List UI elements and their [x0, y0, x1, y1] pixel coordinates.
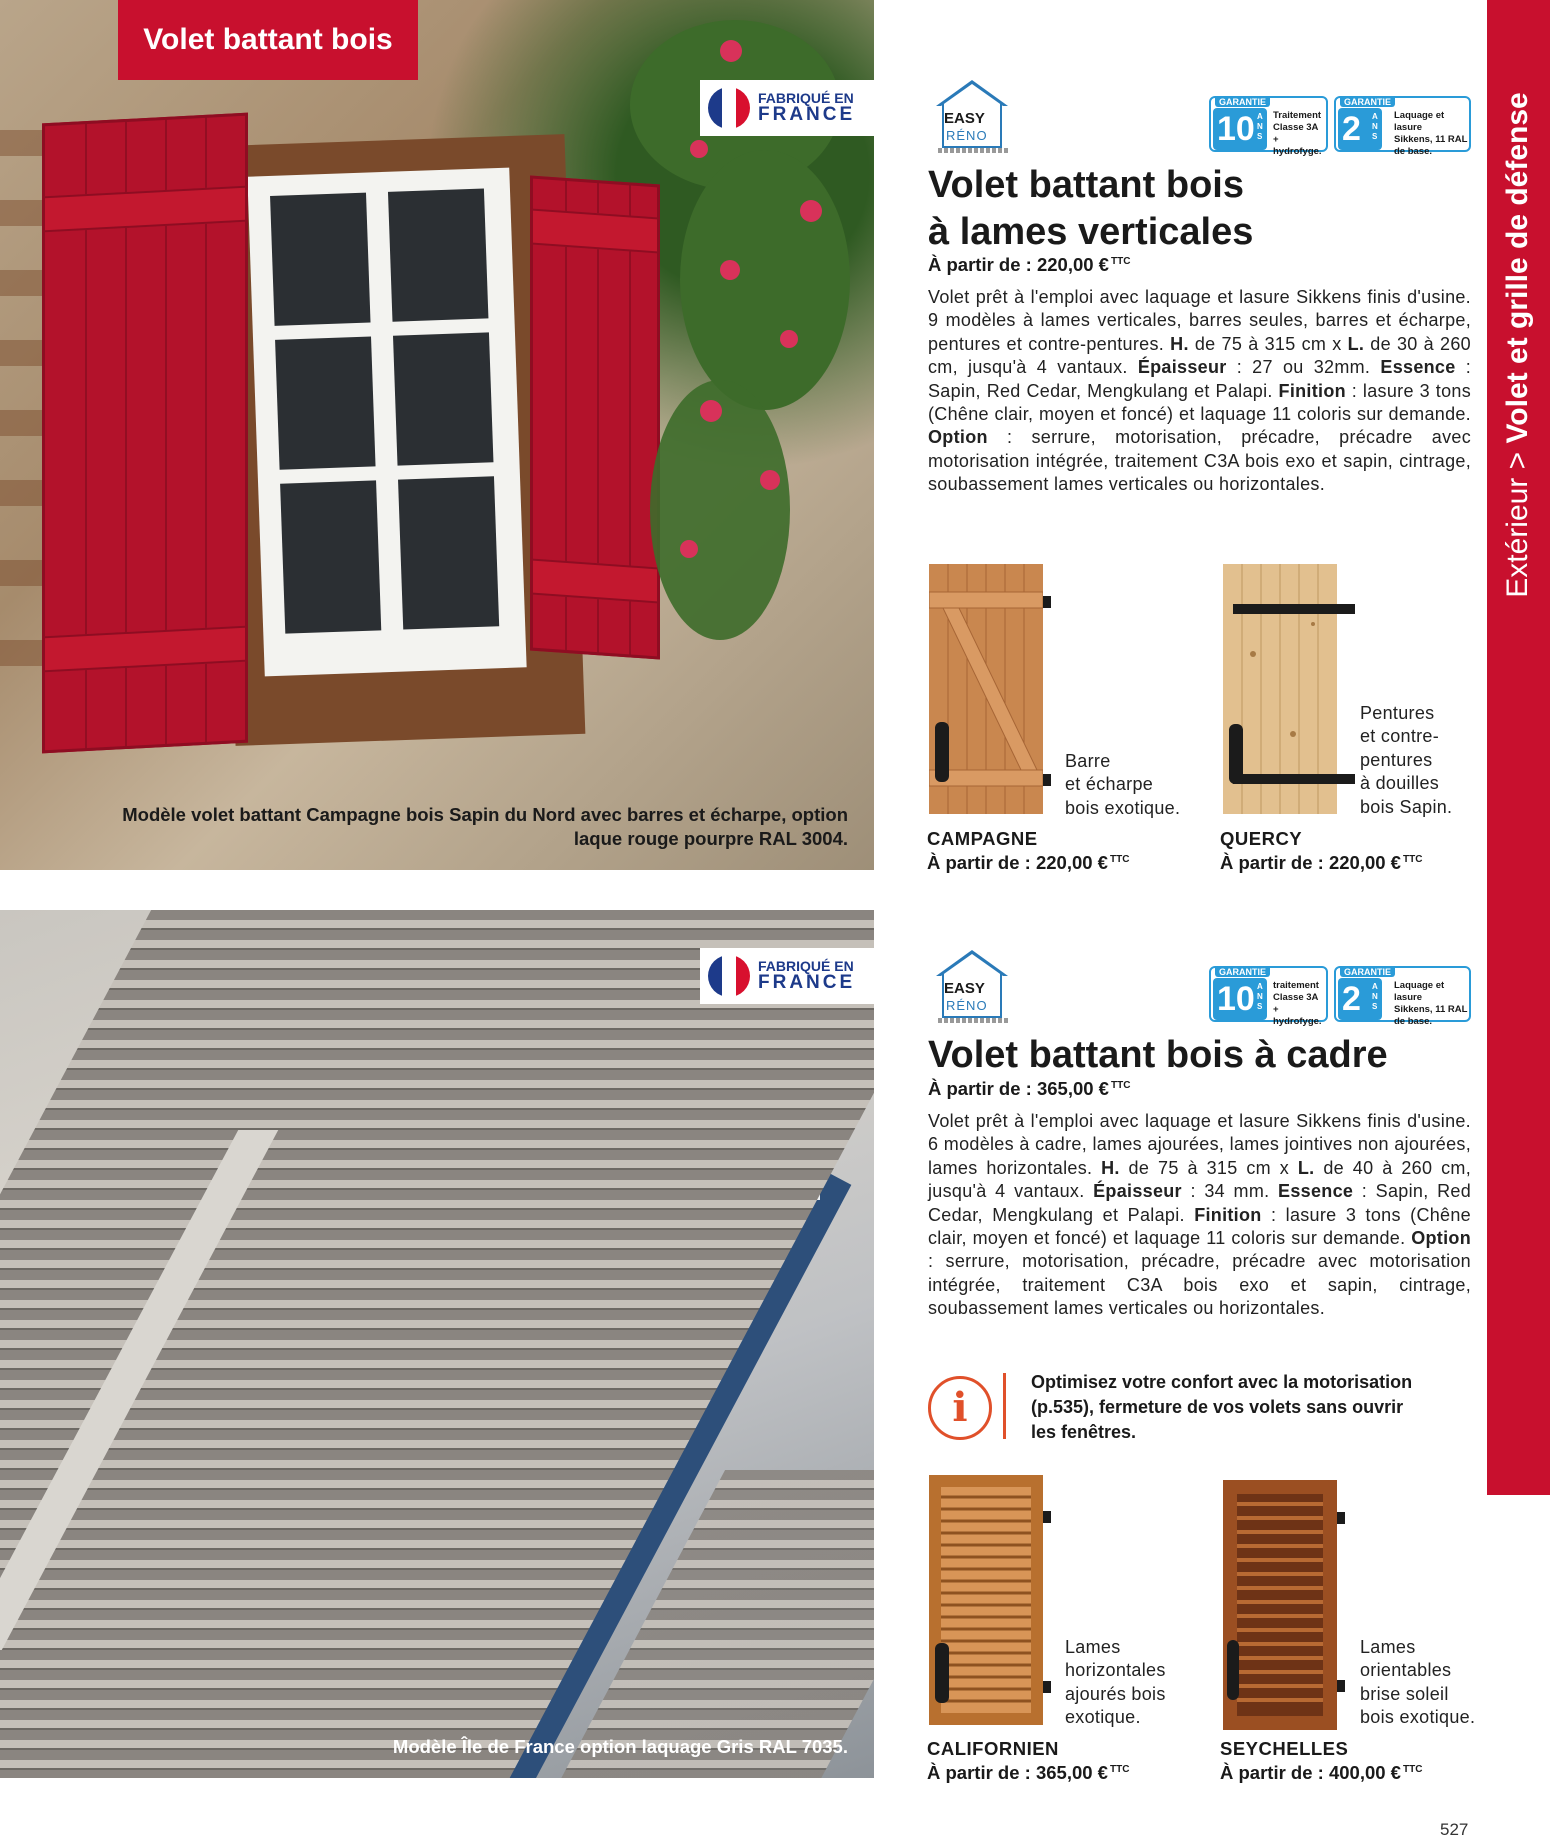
section2-description — [928, 1110, 1471, 1321]
guarantee-text-line: de base. — [1394, 1016, 1433, 1027]
label-line: à douilles — [1360, 773, 1440, 794]
unit-letter: S — [1372, 1002, 1378, 1011]
label-line: et contre- — [1360, 726, 1440, 747]
desc-text: Volet prêt à l'emploi avec laquage et lasure Sikkens finis d'usine. 9 modèles à lames verticales, barres seules, barres et écharpe, pentures et contre-pentures. — [928, 287, 1471, 354]
guarantee-header: GARANTIE — [1340, 97, 1395, 107]
guarantee-10-years-badge — [1209, 96, 1328, 157]
title-line: Volet battant bois — [928, 164, 1244, 206]
label-line: exotique. — [1065, 1707, 1141, 1728]
guarantee-10-years-badge — [1209, 966, 1328, 1027]
guarantee-text-line: Classe 3A + — [1273, 122, 1319, 145]
desc-text: de 75 à 315 cm x — [1188, 333, 1348, 354]
badge-line1: FABRIQUÉ EN — [758, 957, 854, 974]
desc-keyword: Épaisseur — [1093, 1181, 1182, 1202]
badge-line2: FRANCE — [758, 972, 856, 994]
desc-keyword: Essence — [1278, 1181, 1354, 1202]
guarantee-text-line: de base. — [1394, 146, 1433, 157]
france-flag-icon — [708, 87, 750, 129]
easy-logo-line2: RÉNO — [946, 128, 988, 143]
caption-line: laque rouge pourpre RAL 3004. — [573, 828, 848, 850]
unit-letter: N — [1257, 122, 1263, 131]
section1-price — [928, 254, 1130, 276]
guarantee-text-line: Classe 3A + — [1273, 992, 1319, 1015]
desc-keyword: H. — [1101, 1157, 1120, 1178]
bottom-photo-grey-shutter — [0, 910, 874, 1778]
product-image-californien — [929, 1475, 1043, 1725]
product-name-californien: CALIFORNIEN — [927, 1738, 1059, 1759]
desc-keyword: Essence — [1380, 357, 1456, 378]
price-suffix: TTC — [1402, 1764, 1423, 1775]
guarantee-number: 2 — [1342, 980, 1361, 1018]
price-suffix: TTC — [1110, 1080, 1131, 1091]
price-suffix: TTC — [1402, 854, 1423, 865]
label-line: horizontales — [1065, 1660, 1166, 1681]
desc-text: : Sapin, Red Cedar, Mengkulang et Palapi. — [928, 1181, 1472, 1225]
product-name-campagne: CAMPAGNE — [927, 828, 1038, 849]
price-suffix: TTC — [1109, 1764, 1130, 1775]
unit-letter: A — [1257, 982, 1263, 991]
unit-letter: A — [1372, 982, 1378, 991]
guarantee-number: 10 — [1217, 980, 1255, 1018]
guarantee-text-line: Laquage et lasure — [1394, 980, 1445, 1003]
left-red-shutter — [42, 113, 248, 754]
product-name-seychelles: SEYCHELLES — [1220, 1738, 1349, 1759]
top-photo-red-shutters — [0, 0, 874, 870]
title-line: à lames verticales — [928, 211, 1254, 253]
unit-letter: A — [1257, 112, 1263, 121]
label-line: brise soleil — [1360, 1683, 1449, 1704]
badge-line2: FRANCE — [758, 104, 856, 126]
white-window — [247, 168, 526, 677]
price-value: À partir de : 400,00 € — [1220, 1762, 1401, 1783]
guarantee-text-line: hydrofyge. — [1273, 146, 1322, 157]
guarantee-2-years-badge — [1334, 966, 1471, 1027]
product-price-seychelles — [1220, 1762, 1422, 1784]
price-value: À partir de : 365,00 € — [927, 1762, 1108, 1783]
desc-text: : lasure 3 tons (Chêne clair, moyen et foncé) et laquage 11 coloris sur demande. — [928, 380, 1471, 425]
easy-logo-line2: RÉNO — [946, 998, 988, 1013]
guarantee-number: 2 — [1342, 110, 1361, 148]
guarantee-unit — [1257, 112, 1263, 142]
made-in-france-badge — [700, 948, 874, 1004]
guarantee-text-line: traitement — [1273, 980, 1319, 991]
desc-keyword: H. — [1170, 333, 1189, 354]
unit-letter: N — [1372, 992, 1378, 1001]
motorisation-info — [1031, 1370, 1451, 1445]
category-separator: > — [1501, 451, 1534, 470]
made-in-france-badge — [700, 80, 874, 136]
info-line: Optimisez votre confort avec la motorisation — [1031, 1372, 1413, 1392]
section1-title — [928, 162, 1253, 256]
section2-price — [928, 1078, 1130, 1100]
info-line: les fenêtres. — [1031, 1422, 1137, 1442]
label-line: bois exotique. — [1360, 1707, 1476, 1728]
guarantee-text — [1394, 980, 1469, 1028]
guarantee-text — [1273, 980, 1326, 1028]
bottom-photo-caption: Modèle Île de France option laquage Gris RAL 7035. — [392, 1736, 848, 1757]
guarantee-text-line: Laquage et lasure — [1394, 110, 1445, 133]
label-line: ajourés bois — [1065, 1683, 1166, 1704]
easy-reno-house-icon — [934, 950, 1010, 1026]
guarantee-header: GARANTIE — [1215, 97, 1270, 107]
guarantee-text — [1273, 110, 1326, 158]
label-line: bois Sapin. — [1360, 796, 1453, 817]
desc-keyword: Épaisseur — [1137, 357, 1227, 378]
guarantee-text-line: Sikkens, 11 RAL — [1394, 1004, 1468, 1015]
unit-letter: S — [1257, 132, 1263, 141]
desc-text: Volet prêt à l'emploi avec laquage et lasure Sikkens finis d'usine. 6 modèles à cadre, lames ajourées, lames jointives non ajourées, lames horizontales. — [928, 1111, 1471, 1178]
product-image-campagne — [929, 564, 1043, 814]
product-label-quercy — [1360, 702, 1452, 819]
guarantee-header: GARANTIE — [1340, 967, 1395, 977]
section1-description — [928, 286, 1471, 497]
price-value: À partir de : 220,00 € — [928, 254, 1109, 275]
section-label: Volet et grille de défense — [1501, 92, 1534, 444]
right-red-shutter — [530, 175, 660, 659]
guarantee-2-years-badge — [1334, 96, 1471, 157]
label-line: bois exotique. — [1065, 797, 1181, 818]
desc-keyword: L. — [1297, 1157, 1315, 1178]
product-price-quercy — [1220, 852, 1422, 874]
desc-text: : serrure, motorisation, précadre, précadre avec motorisation intégrée, traitement C3A bois exo et sapin, cintrage, soubassement lames verticales ou horizontales. — [928, 1251, 1471, 1319]
desc-keyword: Finition — [1194, 1204, 1262, 1225]
guarantee-text-line: hydrofyge. — [1273, 1016, 1322, 1027]
label-line: Lames — [1065, 1637, 1121, 1657]
desc-text: : Sapin, Red Cedar, Mengkulang et Palapi. — [928, 357, 1471, 401]
desc-text: : 27 ou 32mm. — [1226, 357, 1381, 378]
label-line: et écharpe — [1065, 774, 1154, 795]
unit-letter: S — [1372, 132, 1378, 141]
label-line: Barre — [1065, 751, 1111, 771]
info-line: (p.535), fermeture de vos volets sans ouvrir — [1031, 1397, 1404, 1417]
badge-line1: FABRIQUÉ EN — [758, 89, 854, 106]
price-suffix: TTC — [1109, 854, 1130, 865]
desc-text: de 30 à 260 cm, jusqu'à 4 vantaux. — [928, 333, 1471, 378]
unit-letter: N — [1372, 122, 1378, 131]
france-flag-icon — [708, 955, 750, 997]
desc-text: : 34 mm. — [1181, 1181, 1279, 1202]
guarantee-unit — [1372, 982, 1378, 1012]
easy-reno-house-icon — [934, 80, 1010, 156]
top-photo-caption — [122, 803, 848, 851]
guarantee-text-line: Sikkens, 11 RAL — [1394, 134, 1468, 145]
desc-keyword: Finition — [1278, 380, 1346, 401]
product-image-seychelles — [1223, 1480, 1337, 1730]
desc-keyword: Option — [928, 427, 988, 448]
guarantee-unit — [1372, 112, 1378, 142]
section-tag-title: Volet battant bois — [118, 0, 418, 80]
label-line: pentures — [1360, 749, 1433, 770]
label-line: Lames — [1360, 1637, 1416, 1657]
product-image-quercy — [1223, 564, 1337, 814]
price-value: À partir de : 220,00 € — [1220, 852, 1401, 873]
product-label-seychelles — [1360, 1636, 1475, 1730]
desc-keyword: Option — [1411, 1228, 1471, 1249]
desc-text: de 75 à 315 cm x — [1119, 1157, 1298, 1178]
section2-title: Volet battant bois à cadre — [928, 1034, 1388, 1076]
guarantee-unit — [1257, 982, 1263, 1012]
price-value: À partir de : 365,00 € — [928, 1078, 1109, 1099]
product-price-campagne — [927, 852, 1129, 874]
product-name-quercy: QUERCY — [1220, 828, 1303, 849]
desc-text: : serrure, motorisation, précadre, précadre avec motorisation intégrée, traitement C3A bois exo et sapin, cintrage, soubassement lames verticales ou horizontales. — [928, 427, 1471, 495]
unit-letter: N — [1257, 992, 1263, 1001]
guarantee-text — [1394, 110, 1469, 158]
guarantee-text-line: Traitement — [1273, 110, 1322, 121]
caption-line: Modèle volet battant Campagne bois Sapin du Nord avec barres et écharpe, option — [122, 804, 848, 825]
easy-logo-line1: EASY — [944, 980, 985, 997]
desc-text: : lasure 3 tons (Chêne clair, moyen et foncé) et laquage 11 coloris sur demande. — [928, 1204, 1471, 1249]
price-value: À partir de : 220,00 € — [927, 852, 1108, 873]
product-price-californien — [927, 1762, 1129, 1784]
unit-letter: A — [1372, 112, 1378, 121]
category-label: Extérieur — [1501, 477, 1534, 598]
easy-logo-line1: EASY — [944, 110, 985, 127]
product-label-campagne — [1065, 750, 1180, 820]
desc-text: de 40 à 260 cm, jusqu'à 4 vantaux. — [928, 1157, 1471, 1202]
unit-letter: S — [1257, 1002, 1263, 1011]
product-label-californien — [1065, 1636, 1166, 1730]
price-suffix: TTC — [1110, 256, 1131, 267]
page-number: 527 — [1440, 1820, 1469, 1839]
info-separator — [1003, 1373, 1006, 1439]
guarantee-header: GARANTIE — [1215, 967, 1270, 977]
category-side-label — [1501, 92, 1535, 597]
info-icon: i — [928, 1376, 992, 1440]
label-line: orientables — [1360, 1660, 1452, 1681]
guarantee-number: 10 — [1217, 110, 1255, 148]
desc-keyword: L. — [1347, 333, 1365, 354]
label-line: Pentures — [1360, 703, 1435, 723]
